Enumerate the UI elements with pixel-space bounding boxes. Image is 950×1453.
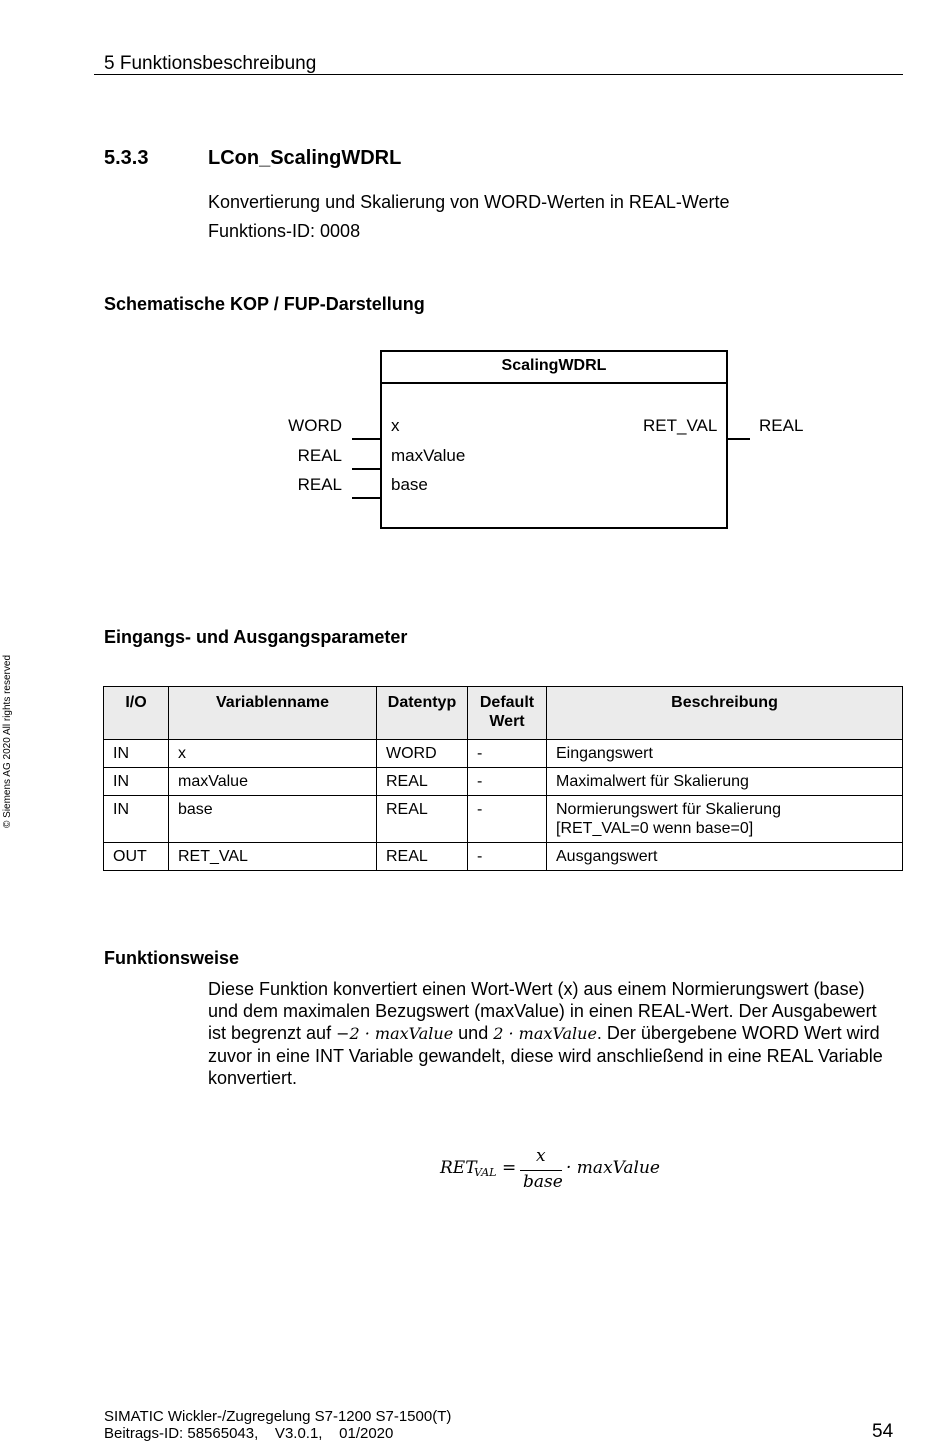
cell-variable: maxValue [169, 768, 377, 796]
cell-default: - [468, 740, 547, 768]
function-block-title-separator [380, 382, 728, 384]
column-header-io: I/O [104, 687, 169, 740]
cell-datatype: REAL [377, 768, 468, 796]
input-type-label: REAL [297, 475, 342, 494]
function-description [208, 978, 898, 1089]
column-header-description: Beschreibung [547, 687, 903, 740]
footer-article-id: Beitrags-ID: 58565043, V3.0.1, 01/2020 [104, 1425, 394, 1442]
function-heading: Funktionsweise [104, 948, 240, 968]
table-row [104, 796, 903, 843]
cell-default: - [468, 843, 547, 871]
table-row [104, 740, 903, 768]
column-header-datatype: Datentyp [377, 687, 468, 740]
input-type-label: WORD [288, 416, 342, 435]
cell-description [547, 796, 903, 843]
column-header-variable: Variablenname [169, 687, 377, 740]
formula-numerator: x [536, 1146, 546, 1166]
cell-default: - [468, 768, 547, 796]
cell-datatype: REAL [377, 843, 468, 871]
function-block [380, 350, 728, 529]
input-name-label: maxValue [391, 446, 466, 465]
table-row [104, 768, 903, 796]
cell-description: Ausgangswert [547, 843, 903, 871]
formula-equals: = [502, 1158, 517, 1178]
footer-product: SIMATIC Wickler-/Zugregelung S7-1200 S7-1500(T) [104, 1408, 452, 1425]
input-pin-base [352, 497, 382, 499]
function-block-title: ScalingWDRL [501, 357, 607, 374]
chapter-header: 5 Funktionsbeschreibung [104, 53, 317, 74]
cell-io: IN [104, 740, 169, 768]
cell-datatype: REAL [377, 796, 468, 843]
output-name-label: RET_VAL [643, 416, 718, 435]
copyright-notice: © Siemens AG 2020 All rights reserved [2, 654, 13, 828]
cell-default: - [468, 796, 547, 843]
input-pin-maxvalue [352, 468, 382, 470]
math-expression: 2 · maxValue [493, 1024, 597, 1043]
cell-io: IN [104, 796, 169, 843]
function-text-part: Diese Funktion konvertiert einen Wort-Wert (x) aus einem Normierungswert (base) und dem maximalen Bezugswert (maxValue) in einen REAL-Wert. Der Ausgabewert ist begrenzt auf [208, 979, 877, 1043]
page-number: 54 [872, 1421, 894, 1442]
function-text-part: und [453, 1023, 494, 1043]
formula-denominator: base [523, 1172, 563, 1192]
input-type-label: REAL [297, 446, 342, 465]
formula-lhs: RET [440, 1158, 477, 1178]
section-title: LCon_ScalingWDRL [208, 147, 402, 169]
schematic-heading: Schematische KOP / FUP-Darstellung [104, 294, 425, 314]
cell-datatype: WORD [377, 740, 468, 768]
section-number: 5.3.3 [104, 147, 149, 169]
section-subtitle: Konvertierung und Skalierung von WORD-Werten in REAL-Werte [208, 192, 730, 212]
cell-variable: x [169, 740, 377, 768]
description-note: [RET_VAL=0 wenn base=0] [556, 820, 754, 837]
cell-description: Eingangswert [547, 740, 903, 768]
cell-io: OUT [104, 843, 169, 871]
params-table [103, 686, 903, 871]
output-type-label: REAL [759, 416, 804, 435]
function-id: Funktions-ID: 0008 [208, 221, 361, 241]
table-header-row [104, 687, 903, 740]
formula-rhs: · maxValue [566, 1158, 660, 1178]
table-row [104, 843, 903, 871]
function-text-part: . Der übergebene WORD Wert wird zuvor in eine INT Variable gewandelt, diese wird anschließend in eine REAL Variable konvertiert. [208, 1023, 883, 1088]
input-name-label: base [391, 475, 428, 494]
cell-variable: base [169, 796, 377, 843]
description-text: Normierungswert für Skalierung [556, 801, 781, 818]
input-pin-x [352, 438, 382, 440]
header-rule [94, 74, 903, 75]
params-heading: Eingangs- und Ausgangsparameter [104, 627, 408, 647]
column-header-default: Default Wert [468, 687, 547, 740]
formula-lhs-subscript: VAL [474, 1166, 497, 1179]
cell-variable: RET_VAL [169, 843, 377, 871]
cell-description: Maximalwert für Skalierung [547, 768, 903, 796]
fraction-bar [520, 1170, 562, 1171]
input-name-label: x [391, 416, 400, 435]
output-pin-ret-val [726, 438, 750, 440]
math-expression: −2 · maxValue [336, 1024, 454, 1043]
cell-io: IN [104, 768, 169, 796]
